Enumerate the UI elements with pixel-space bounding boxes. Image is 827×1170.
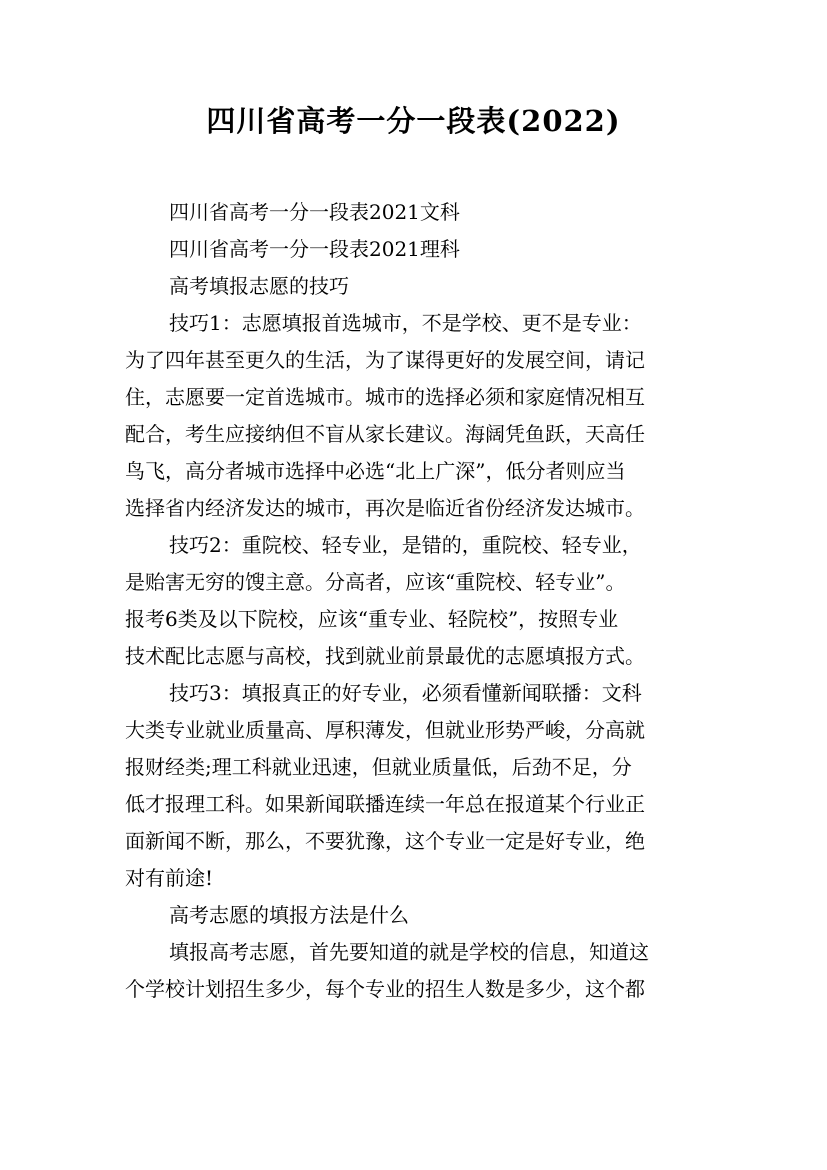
text-line: 选择省内经济发达的城市，再次是临近省份经济发达城市。 — [125, 496, 645, 520]
text-line: 对有前途! — [125, 866, 214, 890]
text-line: 低才报理工科。如果新闻联播连续一年总在报道某个行业正 — [125, 792, 645, 816]
text-line: 大类专业就业质量高、厚积薄发，但就业形势严峻，分高就 — [125, 718, 645, 742]
text-line: 技巧2：重院校、轻专业，是错的，重院校、轻专业， — [169, 533, 642, 557]
text-line: 报考6类及以下院校，应该“重专业、轻院校”，按照专业 — [125, 607, 619, 631]
text-line: 四川省高考一分一段表2021理科 — [169, 237, 460, 261]
text-line: 为了四年甚至更久的生活，为了谋得更好的发展空间，请记 — [125, 348, 645, 372]
text-line: 住，志愿要一定首选城市。城市的选择必须和家庭情况相互 — [125, 385, 645, 409]
text-line: 技巧1：志愿填报首选城市，不是学校、更不是专业： — [169, 311, 642, 335]
document-title: 四川省高考一分一段表(2022) — [206, 104, 621, 138]
text-line: 鸟飞，高分者城市选择中必选“北上广深”，低分者则应当 — [125, 459, 626, 483]
text-line: 技巧3：填报真正的好专业，必须看懂新闻联播：文科 — [169, 681, 642, 705]
document-body — [125, 194, 715, 1008]
text-line: 是贻害无穷的馊主意。分高者，应该“重院校、轻专业”。 — [125, 570, 626, 594]
text-line: 个学校计划招生多少，每个专业的招生人数是多少，这个都 — [125, 977, 645, 1001]
text-line: 技术配比志愿与高校，找到就业前景最优的志愿填报方式。 — [125, 644, 645, 668]
text-line: 四川省高考一分一段表2021文科 — [169, 200, 460, 224]
text-line: 配合，考生应接纳但不盲从家长建议。海阔凭鱼跃，天高任 — [125, 422, 645, 446]
text-line: 高考志愿的填报方法是什么 — [169, 903, 409, 927]
text-line: 填报高考志愿，首先要知道的就是学校的信息，知道这 — [169, 940, 649, 964]
text-line: 高考填报志愿的技巧 — [169, 274, 349, 298]
text-line: 面新闻不断，那么，不要犹豫，这个专业一定是好专业，绝 — [125, 829, 645, 853]
text-line: 报财经类;理工科就业迅速，但就业质量低，后劲不足，分 — [125, 755, 632, 779]
